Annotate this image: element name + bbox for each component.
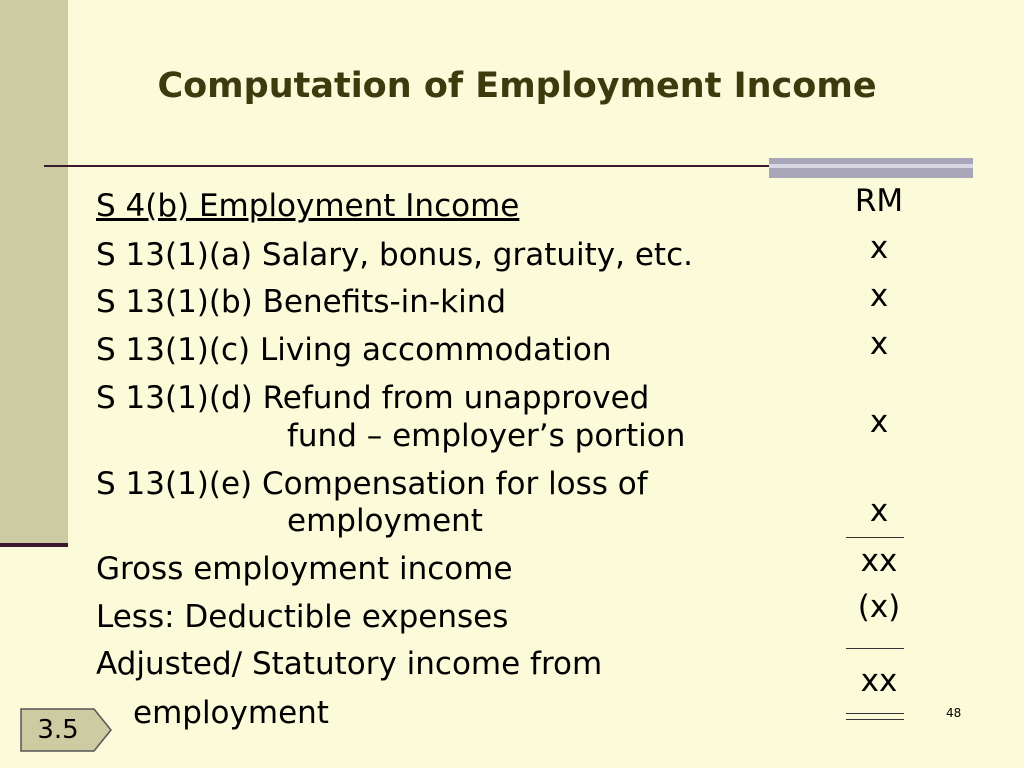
subtotal-rule	[846, 537, 904, 538]
amount-accommodation: x	[869, 326, 889, 362]
amount-gross: xx	[860, 543, 898, 579]
double-underline	[846, 713, 904, 720]
amount-adjusted: xx	[860, 663, 898, 699]
amount-salary: x	[869, 230, 889, 266]
section-badge: 3.5	[37, 715, 79, 745]
amount-refund: x	[869, 404, 889, 440]
row-living-accommodation: S 13(1)(c) Living accommodation	[96, 332, 612, 368]
total-rule	[846, 648, 904, 649]
row-refund: S 13(1)(d) Refund from unapproved	[96, 380, 650, 416]
row-adjusted-income-continuation: employment	[133, 695, 329, 731]
row-benefits-in-kind: S 13(1)(b) Benefits-in-kind	[96, 284, 507, 320]
slide-title: Computation of Employment Income	[157, 66, 877, 106]
amount-benefits: x	[869, 278, 889, 314]
title-rule	[44, 165, 770, 167]
row-gross-employment-income: Gross employment income	[96, 551, 513, 587]
row-salary: S 13(1)(a) Salary, bonus, gratuity, etc.	[96, 237, 693, 273]
row-employment-income: S 4(b) Employment Income	[96, 188, 520, 224]
page-number: 48	[946, 706, 962, 720]
amount-compensation: x	[869, 493, 889, 529]
accent-bar-bottom	[769, 168, 973, 178]
row-deductible-expenses: Less: Deductible expenses	[96, 599, 509, 635]
amount-deductible: (x)	[857, 589, 901, 625]
sidebar-divider	[0, 543, 68, 547]
row-compensation: S 13(1)(e) Compensation for loss of	[96, 466, 648, 502]
currency-header: RM	[854, 183, 904, 219]
row-compensation-continuation: employment	[287, 503, 483, 539]
row-refund-continuation: fund – employer’s portion	[287, 418, 686, 454]
row-adjusted-income: Adjusted/ Statutory income from	[96, 646, 603, 682]
